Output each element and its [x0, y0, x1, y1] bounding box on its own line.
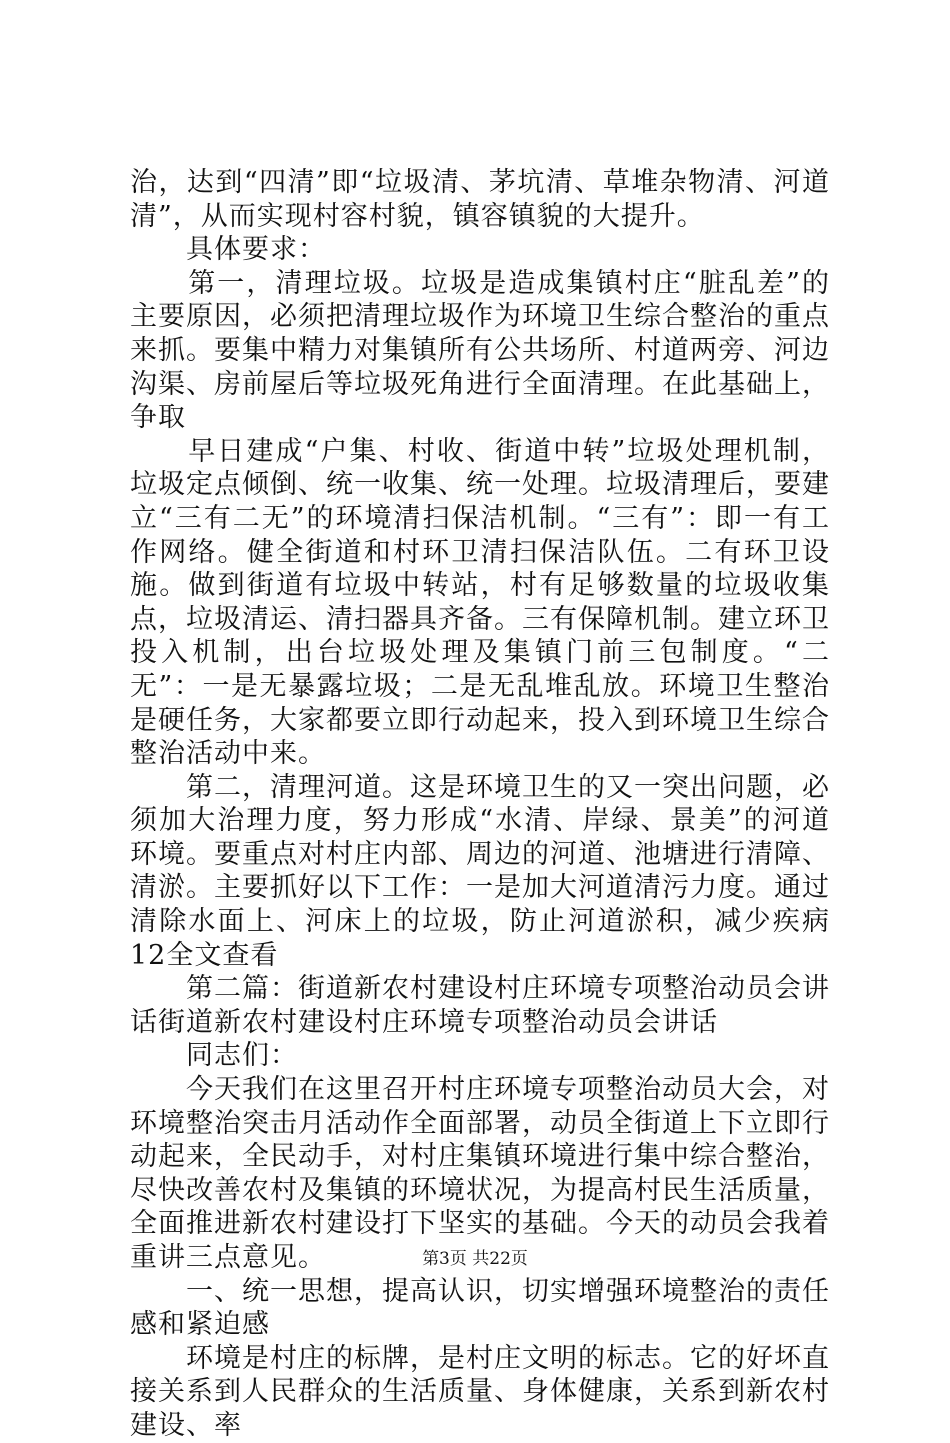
- subheading: 一、统一思想，提高认识，切实增强环境整治的责任感和紧迫感: [130, 1275, 830, 1341]
- paragraph: 治，达到“四清”即“垃圾清、茅坑清、草堆杂物清、河道清”，从而实现村容村貌，镇容镇貌的大提升。: [130, 167, 830, 232]
- paragraph: 第一，清理垃圾。垃圾是造成集镇村庄“脏乱差”的主要原因，必须把清理垃圾作为环境卫生综合整治的重点来抓。要集中精力对集镇所有公共场所、村道两旁、河边沟渠、房前屋后等垃圾死角进行全面清理。在此基础上，争取: [130, 267, 830, 434]
- page-footer: 第3页 共22页: [422, 1249, 528, 1269]
- paragraph: 第二，清理河道。这是环境卫生的又一突出问题，必须加大治理力度，努力形成“水清、岸绿、景美”的河道环境。要重点对村庄内部、周边的河道、池塘进行清障、清淤。主要抓好以下工作：一是加大河道清污力度。通过清除水面上、河床上的垃圾，防止河道淤积，减少疾病12全文查看: [130, 771, 830, 971]
- salutation: 同志们：: [130, 1040, 298, 1072]
- paragraph: 早日建成“户集、村收、街道中转”垃圾处理机制，垃圾定点倾倒、统一收集、统一处理。垃圾清理后，要建立“三有二无”的环境清扫保洁机制。“三有”：即一有工作网络。健全街道和村环卫清扫保洁队伍。二有环卫设施。做到街道有垃圾中转站，村有足够数量的垃圾收集点，垃圾清运、清扫器具齐备。三有保障机制。建立环卫投入机制，出台垃圾处理及集镇门前三包制度。“二无”：一是无暴露垃圾；二是无乱堆乱放。环境卫生整治是硬任务，大家都要立即行动起来，投入到环境卫生综合整治活动中来。: [130, 435, 830, 770]
- paragraph: 具体要求：: [130, 234, 326, 266]
- paragraph: 环境是村庄的标牌，是村庄文明的标志。它的好坏直接关系到人民群众的生活质量、身体健康，关系到新农村建设、率: [130, 1342, 830, 1441]
- paragraph: 今天我们在这里召开村庄环境专项整治动员大会，对环境整治突击月活动作全面部署，动员全街道上下立即行动起来，全民动手，对村庄集镇环境进行集中综合整治，尽快改善农村及集镇的环境状况，为提高村民生活质量，全面推进新农村建设打下坚实的基础。今天的动员会我着重讲三点意见。: [130, 1074, 830, 1273]
- section-heading: 第二篇：街道新农村建设村庄环境专项整治动员会讲话街道新农村建设村庄环境专项整治动员会讲话: [130, 973, 830, 1038]
